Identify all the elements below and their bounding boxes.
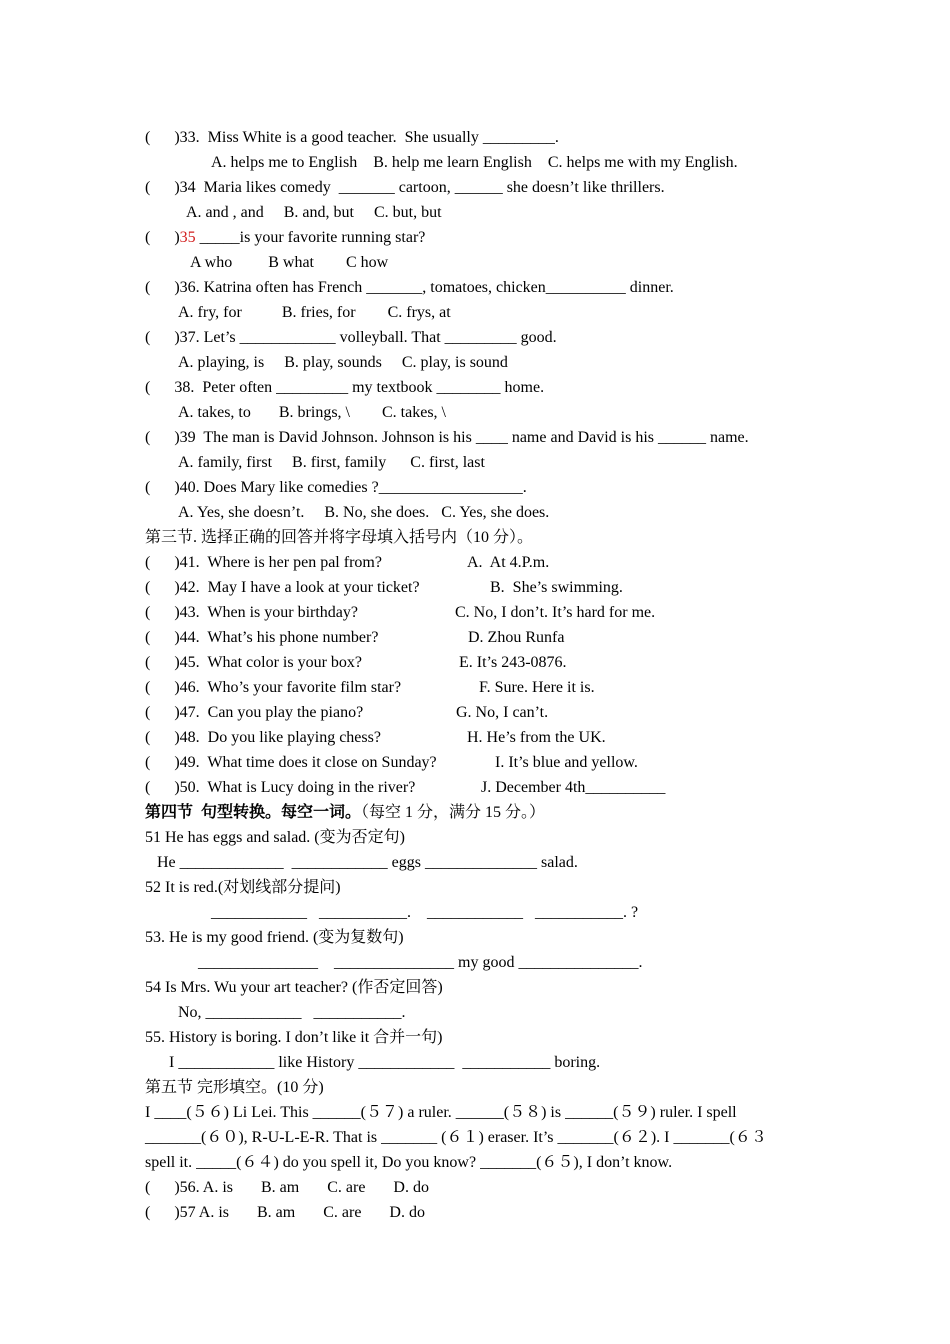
question-36: ( )36. Katrina often has French _______, tomatoes, chicken__________ dinner. <box>145 279 674 296</box>
question-51: 51 He has eggs and salad. (变为否定句) <box>145 829 405 846</box>
answer-a: A. At 4.P.m. <box>467 554 550 571</box>
options-38: A. takes, to B. brings, \ C. takes, \ <box>178 404 446 421</box>
question-35 <box>145 228 425 248</box>
question-35-number: 35 <box>179 229 196 246</box>
answer-h: H. He’s from the UK. <box>467 729 606 746</box>
question-45: ( )45. What color is your box? <box>145 654 362 671</box>
question-50: ( )50. What is Lucy doing in the river? <box>145 779 416 796</box>
answer-i: I. It’s blue and yellow. <box>495 754 638 771</box>
cloze-line-2: _______(６０), R-U-L-E-R. That is _______ (６１) eraser. It’s _______(６２). I _______(６３ <box>145 1129 767 1146</box>
question-57: ( )57 A. is B. am C. are D. do <box>145 1204 425 1221</box>
question-54: 54 Is Mrs. Wu your art teacher? (作否定回答) <box>145 979 443 996</box>
question-35-text: _____is your favorite running star? <box>195 229 426 246</box>
question-40: ( )40. Does Mary like comedies ?__________________. <box>145 479 527 496</box>
section4-title <box>145 803 545 823</box>
section5-title: 第五节 完形填空。(10 分) <box>145 1079 324 1096</box>
answer-f: F. Sure. Here it is. <box>479 679 595 696</box>
options-37: A. playing, is B. play, sounds C. play, is sound <box>178 354 508 371</box>
question-34: ( )34 Maria likes comedy _______ cartoon, ______ she doesn’t like thrillers. <box>145 179 665 196</box>
question-37: ( )37. Let’s ____________ volleyball. That _________ good. <box>145 329 557 346</box>
options-35: A who B what C how <box>190 254 389 271</box>
question-41: ( )41. Where is her pen pal from? <box>145 554 382 571</box>
options-40: A. Yes, she doesn’t. B. No, she does. C. Yes, she does. <box>178 504 550 521</box>
options-36: A. fry, for B. fries, for C. frys, at <box>178 304 451 321</box>
question-43: ( )43. When is your birthday? <box>145 604 358 621</box>
answer-e: E. It’s 243-0876. <box>459 654 567 671</box>
answer-line-53: _______________ _______________ my good _______________. <box>198 954 643 971</box>
question-33: ( )33. Miss White is a good teacher. She usually _________. <box>145 129 559 146</box>
question-46: ( )46. Who’s your favorite film star? <box>145 679 402 696</box>
cloze-line-1: I ____(５６) Li Lei. This ______(５７) a ruler. ______(５８) is ______(５９) ruler. I spell <box>145 1104 737 1121</box>
answer-line-51: He _____________ ____________ eggs ______________ salad. <box>157 854 578 871</box>
options-33: A. helps me to English B. help me learn English C. helps me with my English. <box>211 154 738 171</box>
answer-g: G. No, I can’t. <box>456 704 549 721</box>
question-49: ( )49. What time does it close on Sunday? <box>145 754 437 771</box>
question-52: 52 It is red.(对划线部分提问) <box>145 879 341 896</box>
answer-line-54: No, ____________ ___________. <box>178 1004 406 1021</box>
question-47: ( )47. Can you play the piano? <box>145 704 364 721</box>
answer-line-52: ____________ ___________. ____________ ___________. ? <box>211 904 639 921</box>
section4-title-score: （每空 1 分，满分 15 分。） <box>361 804 546 821</box>
question-42: ( )42. May I have a look at your ticket? <box>145 579 420 596</box>
answer-b: B. She’s swimming. <box>490 579 623 596</box>
section3-title: 第三节. 选择正确的回答并将字母填入括号内（10 分）。 <box>145 529 534 546</box>
question-44: ( )44. What’s his phone number? <box>145 629 379 646</box>
question-56: ( )56. A. is B. am C. are D. do <box>145 1179 429 1196</box>
answer-line-55: I ____________ like History ____________ ___________ boring. <box>169 1054 601 1071</box>
options-39: A. family, first B. first, family C. first, last <box>178 454 485 471</box>
question-35-bracket: ( ) <box>145 229 180 246</box>
question-55: 55. History is boring. I don’t like it 合并一句) <box>145 1029 443 1046</box>
cloze-line-3: spell it. _____(６４) do you spell it, Do you know? _______(６５), I don’t know. <box>145 1154 673 1171</box>
question-53: 53. He is my good friend. (变为复数句) <box>145 929 404 946</box>
answer-c: C. No, I don’t. It’s hard for me. <box>455 604 656 621</box>
options-34: A. and , and B. and, but C. but, but <box>186 204 442 221</box>
question-38: ( 38. Peter often _________ my textbook ________ home. <box>145 379 545 396</box>
question-48: ( )48. Do you like playing chess? <box>145 729 381 746</box>
question-39: ( )39 The man is David Johnson. Johnson is his ____ name and David is his ______ name. <box>145 429 749 446</box>
answer-d: D. Zhou Runfa <box>468 629 565 646</box>
section4-title-main: 第四节 句型转换。每空一词。 <box>145 804 362 821</box>
answer-j: J. December 4th__________ <box>481 779 666 796</box>
